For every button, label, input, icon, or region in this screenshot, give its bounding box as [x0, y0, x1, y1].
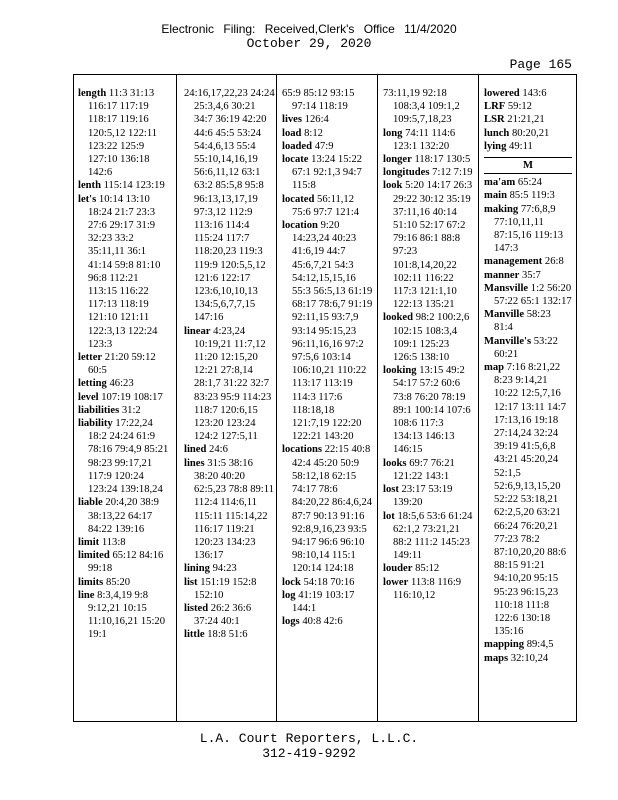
index-word: lines: [184, 457, 205, 469]
index-frame: [73, 74, 577, 722]
index-word: lunch: [484, 127, 510, 139]
column-divider: [276, 75, 277, 721]
index-word: main: [484, 190, 507, 202]
index-column-1: [78, 87, 170, 642]
index-entry: [484, 308, 572, 334]
index-word: Mansville: [484, 282, 529, 294]
index-word: map: [484, 362, 505, 374]
index-references: 9:20 14:23,24 40:23 41:6,19 44:7 45:6,7,21 54:3 54:12,15,15,16 55:3 56:5,13 61:19 68:17 78:6,7 91:19 92:11,15 93:7,9 93:14 95:15,23 96:11,16,16 97:2 97:5,6 103:14 106:10,21 110:22 113:17 113:19 114:3 117:6 118:18,18 121:7,19 122:20 122:21 143:20: [292, 220, 373, 443]
index-references: 24:6: [209, 444, 228, 456]
index-references: 8:12: [304, 127, 323, 139]
index-references: 65:12 84:16 99:18: [88, 550, 164, 575]
index-word: lot: [383, 510, 395, 522]
index-references: 80:20,21: [511, 127, 550, 139]
index-word: letter: [78, 352, 103, 364]
index-references: 23:17 53:19 139:20: [393, 484, 453, 509]
index-entry: [78, 377, 170, 390]
index-references: 1:2 56:20 57:22 65:1 132:17: [494, 282, 572, 308]
index-entry: [383, 364, 475, 456]
index-entry: [383, 179, 475, 311]
index-entry: [78, 536, 170, 549]
index-entry: [383, 483, 475, 509]
index-entry: [184, 628, 276, 641]
index-entry: [184, 87, 276, 325]
index-word: looks: [383, 457, 407, 469]
index-references: 126:4: [304, 114, 329, 126]
index-word: list: [184, 576, 198, 588]
index-entry: [484, 176, 572, 189]
index-entry: [78, 351, 170, 377]
index-entry: [484, 127, 572, 140]
index-word: ma'am: [484, 177, 516, 189]
index-references: 20:4,20 38:9 38:13,22 64:17 84:22 139:16: [88, 497, 159, 535]
index-entry: [78, 87, 170, 179]
index-references: 24:16,17,22,23 24:24 25:3,4,6 30:21 34:7 36:19 42:20 44:6 45:5 53:24 54:4,6,13 55:4 55:10,14,16,19 56:6,11,12 63:1 63:2 85:5,8 95:8 96:13,13,17,19 97:3,12 112:9 113:16 114:4 115:24 117:7 118:20,23 119:3 119:9 120:5,5,12 121:6 122:17 123:6,10,10,13 134:5,6,7,7,15 147:16: [184, 88, 275, 324]
index-entry: [282, 127, 374, 140]
index-references: 118:17 130:5: [414, 154, 471, 166]
index-entry: [184, 576, 276, 602]
page-number: Page 165: [509, 57, 572, 72]
index-references: 10:14 13:10 18:24 21:7 23:3 27:6 29:17 31:9 32:23 33:2 35:11,11 36:1 41:14 59:8 81:10 96:8 112:21 113:15 116:22 117:13 118:19 121:10 121:11 122:3,13 122:24 123:3: [88, 193, 161, 350]
index-references: 7:12 7:19: [432, 167, 473, 179]
index-word: Manville: [484, 309, 525, 321]
index-word: look: [383, 180, 403, 192]
column-divider: [176, 75, 177, 721]
index-entry: [383, 510, 475, 563]
index-word: lost: [383, 484, 399, 496]
index-word: looked: [383, 312, 414, 324]
index-word: manner: [484, 269, 520, 281]
index-entry: [282, 576, 374, 589]
index-references: 4:23,24 10:19,21 11:7,12 11:20 12:15,20 12:21 27:8,14 28:1,7 31:22 32:7 83:23 95:9 114:23 118:7 120:6,15 123:20 123:24 124:2 127:5,11: [194, 325, 272, 443]
index-entry: [484, 652, 572, 665]
index-entry: [383, 166, 475, 179]
index-word: mapping: [484, 639, 525, 651]
index-column-5: [484, 87, 572, 665]
index-column-3: [282, 87, 374, 628]
index-references: 21:20 59:12 60:5: [88, 352, 156, 377]
index-references: 113:8 116:9 116:10,12: [393, 576, 462, 601]
index-entry: [383, 127, 475, 153]
index-entry: [78, 179, 170, 192]
index-references: 18:8 51:6: [207, 629, 248, 641]
index-word: longer: [383, 154, 412, 166]
index-word: limited: [78, 550, 110, 562]
index-column-2: [184, 87, 276, 642]
index-word: lower: [383, 576, 409, 588]
index-references: 74:11 114:6 123:1 132:20: [393, 127, 456, 152]
index-word: lining: [184, 563, 210, 575]
index-entry: [484, 638, 572, 651]
index-entry: [383, 576, 475, 602]
filing-stamp-date: October 29, 2020: [246, 36, 372, 51]
index-references: 73:11,19 92:18 108:3,4 109:1,2 109:5,7,18,23: [383, 88, 460, 126]
index-references: 94:23: [212, 563, 237, 575]
index-word: lives: [282, 114, 303, 126]
index-references: 22:15 40:8 42:4 45:20 50:9 58:12,18 62:15 74:17 78:6 84:20,22 86:4,6,24 87:7 90:13 91:16 92:8,9,16,23 93:5 94:17 96:6 96:10 98:10,14 115:1 120:14 124:18: [292, 444, 373, 575]
index-word: lock: [282, 576, 301, 588]
index-word: lowered: [484, 88, 520, 99]
index-references: 115:14 123:19: [103, 180, 165, 192]
index-entry: [282, 140, 374, 153]
index-entry: [484, 255, 572, 268]
index-references: 49:11: [509, 140, 533, 152]
index-references: 143:6: [522, 88, 547, 99]
index-entry: [484, 335, 572, 361]
index-references: 56:11,12 75:6 97:7 121:4: [292, 193, 360, 218]
index-references: 18:5,6 53:6 61:24 62:1,2 73:21,21 88:2 111:2 145:23 149:11: [393, 510, 473, 562]
index-word: liability: [78, 418, 113, 430]
index-references: 8:3,4,19 9:8 9:12,21 10:15 11:10,16,21 15:20 19:1: [88, 589, 166, 641]
index-references: 5:20 14:17 26:3 29:22 30:12 35:19 37:11,16 40:14 51:10 52:17 67:2 79:16 86:1 88:8 97:23 101:8,14,20,22 102:11 116:22 117:3 121:1,10 122:13 135:21: [393, 180, 473, 311]
filing-stamp-line1: Electronic Filing: Received,Clerk's Office 11/4/2020: [161, 22, 457, 36]
index-word: maps: [484, 652, 509, 664]
index-references: 47:9: [314, 140, 334, 152]
index-references: 107:19 108:17: [101, 391, 163, 403]
column-divider: [478, 75, 479, 721]
index-word: let's: [78, 193, 97, 205]
index-word: limit: [78, 536, 100, 548]
index-references: 13:15 49:2 54:17 57:2 60:6 73:8 76:20 78:19 89:1 100:14 107:6 108:6 117:3 134:13 146:13 146:15: [393, 365, 471, 456]
column-divider: [377, 75, 378, 721]
index-references: 54:18 70:16: [303, 576, 355, 588]
index-word: LRF: [484, 101, 506, 113]
index-entry: [282, 113, 374, 126]
index-entry: [78, 417, 170, 496]
index-entry: [383, 153, 475, 166]
index-entry: [484, 113, 572, 126]
index-entry: [282, 219, 374, 443]
footer-reporter: L.A. Court Reporters, L.L.C.: [199, 731, 419, 746]
index-entry: [184, 443, 276, 456]
index-entry: [282, 87, 374, 113]
index-references: 35:7: [521, 269, 541, 281]
index-entry: [184, 457, 276, 563]
index-word: location: [282, 220, 318, 232]
index-entry: [78, 404, 170, 417]
index-word: listed: [184, 602, 209, 614]
index-entry: [484, 87, 572, 100]
index-references: 151:19 152:8 152:10: [194, 576, 257, 601]
index-word: load: [282, 127, 302, 139]
index-references: 53:22 60:21: [494, 335, 558, 360]
index-word: looking: [383, 365, 417, 377]
index-word: long: [383, 127, 403, 139]
index-entry: [383, 562, 475, 575]
index-entry: [78, 193, 170, 351]
index-entry: [282, 615, 374, 628]
index-word: level: [78, 391, 99, 403]
index-entry: [282, 443, 374, 575]
index-entry: [78, 589, 170, 642]
index-entry: [484, 189, 572, 202]
index-word: longitudes: [383, 167, 430, 179]
index-entry: [383, 457, 475, 483]
index-entry: [184, 562, 276, 575]
index-word: management: [484, 256, 543, 268]
index-entry: [484, 282, 572, 308]
index-word: loaded: [282, 140, 313, 152]
index-word: lying: [484, 140, 507, 152]
index-references: 32:10,24: [510, 652, 549, 664]
index-references: 77:6,8,9 77:10,11,11 87:15,16 119:13 147:3: [494, 203, 564, 255]
footer-phone: 312-419-9292: [262, 746, 356, 761]
index-word: line: [78, 589, 95, 601]
index-word: length: [78, 88, 107, 99]
index-references: 40:8 42:6: [302, 616, 343, 628]
index-word: locate: [282, 154, 309, 166]
index-references: 26:8: [544, 256, 564, 268]
index-entry: [484, 140, 572, 153]
index-word: LSR: [484, 114, 505, 126]
index-references: 85:12: [415, 563, 440, 575]
index-column-4: [383, 87, 475, 602]
index-word: linear: [184, 325, 211, 337]
index-entry: [484, 100, 572, 113]
index-word: liable: [78, 497, 103, 509]
index-references: 69:7 76:21 121:22 143:1: [393, 457, 455, 482]
index-word: located: [282, 193, 315, 205]
index-word: making: [484, 203, 519, 215]
index-references: 46:23: [109, 378, 134, 390]
index-entry: [78, 391, 170, 404]
index-word: little: [184, 629, 205, 641]
index-word: Manville's: [484, 335, 532, 347]
index-word: lenth: [78, 180, 101, 192]
index-references: 11:3 31:13 116:17 117:19 118:17 119:16 120:5,12 122:11 123:22 125:9 127:10 136:18 142:6: [88, 88, 158, 179]
index-references: 89:4,5: [526, 639, 554, 651]
index-word: logs: [282, 616, 300, 628]
index-references: 7:16 8:21,22 8:23 9:14,21 10:22 12:5,7,16 12:17 13:11 14:7 17:13,16 19:18 27:14,24 32:24 39:19 41:5,6,8 43:21 45:20,24 52:1,5 52:6,9,13,15,20 52:22 53:18,21 62:2,5,20 63:21 66:24 76:20,21 77:23 78:2 87:10,20,20 88:6 88:15 91:21 94:10,20 95:15 95:23 96:15,23 110:18 111:8 122:6 130:18 135:16: [494, 362, 567, 638]
index-entry: [78, 549, 170, 575]
index-references: 59:12: [507, 101, 532, 113]
index-references: 58:23 81:4: [494, 309, 551, 334]
index-references: 98:2 100:2,6 102:15 108:3,4 109:1 125:23 126:5 138:10: [393, 312, 470, 364]
index-entry: [184, 325, 276, 444]
index-word: locations: [282, 444, 323, 456]
index-entry: [78, 576, 170, 589]
index-references: 31:2: [121, 404, 141, 416]
index-word: log: [282, 589, 296, 601]
index-word: louder: [383, 563, 413, 575]
index-entry: [484, 203, 572, 256]
index-references: 31:5 38:16 38:20 40:20 62:5,23 78:8 89:11 112:4 114:6,11 115:11 115:14,22 116:17 119:21 120:23 134:23 136:17: [194, 457, 274, 562]
index-entry: [484, 361, 572, 638]
index-word: liabilities: [78, 404, 120, 416]
index-references: 26:2 36:6 37:24 40:1: [194, 602, 252, 628]
index-entry: [282, 153, 374, 193]
index-references: 41:19 103:17 144:1: [292, 589, 355, 614]
index-entry: [184, 602, 276, 628]
index-references: 113:8: [101, 536, 126, 548]
index-references: 65:24: [517, 177, 542, 189]
index-references: 85:5 119:3: [509, 190, 555, 202]
index-entry: [383, 87, 475, 127]
index-references: 65:9 85:12 93:15 97:14 118:19: [282, 88, 355, 113]
index-word: letting: [78, 378, 107, 390]
index-references: 85:20: [105, 576, 131, 588]
index-references: 17:22,24 18:2 24:24 61:9 78:16 79:4,9 85:21 98:23 99:17,21 117:9 120:24 123:24 139:18,24: [88, 418, 169, 496]
index-word: limits: [78, 576, 104, 588]
index-entry: [484, 269, 572, 282]
index-entry: [383, 311, 475, 364]
section-header: M: [484, 157, 572, 174]
index-word: lined: [184, 444, 207, 456]
index-references: 21:21,21: [507, 114, 545, 126]
index-entry: [78, 496, 170, 536]
index-entry: [282, 589, 374, 615]
index-references: 13:24 15:22 67:1 92:1,3 94:7 115:8: [292, 154, 363, 192]
index-entry: [282, 193, 374, 219]
